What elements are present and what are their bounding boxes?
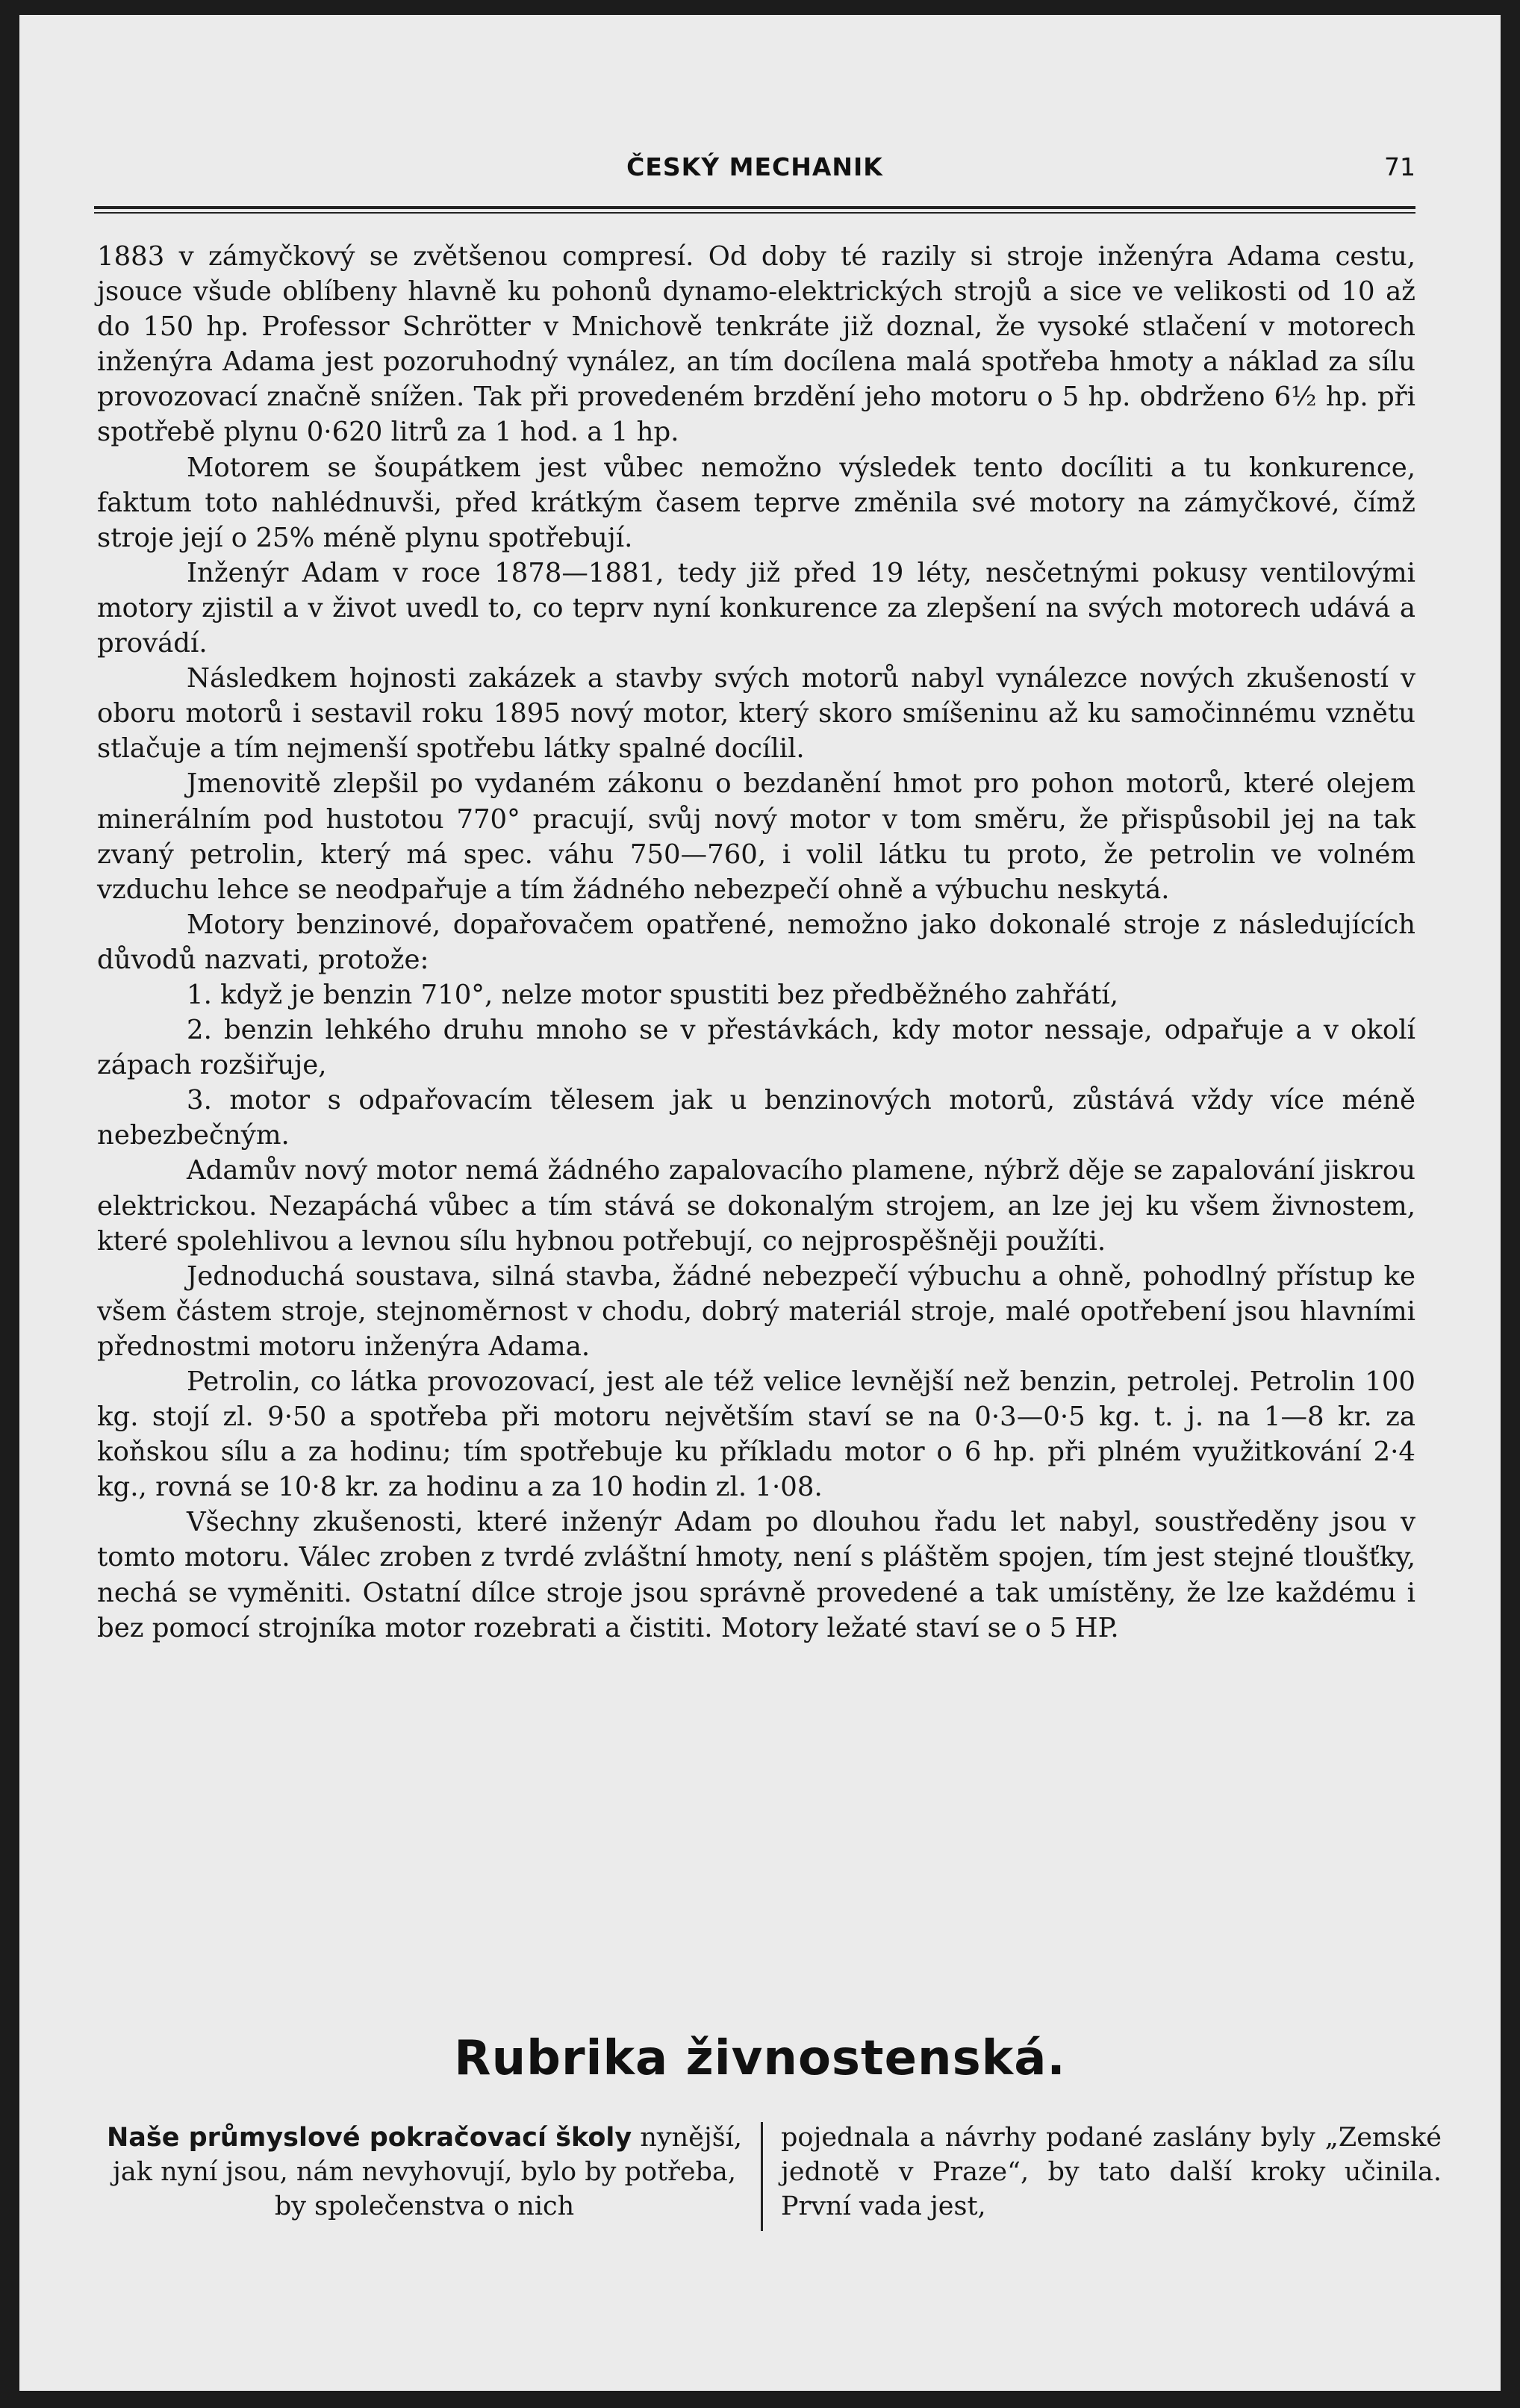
column-text: pojednala a návrhy podané zaslány byly „Zemské jednotě v Praze“, by tato další kroky učinila. První vada jest, <box>781 2123 1442 2221</box>
list-item: 3. motor s odpařovacím tělesem jak u benzinových motorů, zůstává vždy více méně nebezbečným. <box>97 1085 1415 1151</box>
column-lead: Naše průmyslové pokračovací školy <box>106 2123 632 2153</box>
paragraph: Adamův nový motor nemá žádného zapalovacího plamene, nýbrž děje se zapalování jiskrou elektrickou. Nezapáchá vůbec a tím stává se dokonalým strojem, an lze jej ku všem živnostem, které spolehlivou a levnou sílu hybnou potřebují, co nejprospěšněji použíti. <box>97 1155 1415 1257</box>
paragraph: Inženýr Adam v roce 1878—1881, tedy již před 19 léty, nesčetnými pokusy ventilovými motory zjistil a v život uvedl to, co teprv nyní konkurence za zlepšení na svých motorech udává a provádí. <box>97 557 1415 659</box>
header-rule-thin <box>94 212 1415 214</box>
right-column <box>781 2121 1442 2224</box>
paragraph: 1883 v zámyčkový se zvětšenou compresí. Od doby té razily si stroje inženýra Adama cestu, jsouce všude oblíbeny hlavně ku pohonů dynamo-elektrických strojů a sice ve velikosti od 10 až do 150 hp. Professor Schrötter v Mnichově tenkráte již doznal, že vysoké stlačení v motorech inženýra Adama jest pozoruhodný vynález, an tím docílena malá spotřeba hmoty a náklad za sílu provozovací značně snížen. Tak při provedeném brzdění jeho motoru o 5 hp. obdrženo 6½ hp. při spotřebě plynu 0·620 litrů za 1 hod. a 1 hp. <box>97 241 1415 448</box>
running-header <box>94 146 1415 191</box>
article-body <box>97 239 1415 1646</box>
paragraph: Všechny zkušenosti, které inženýr Adam po dlouhou řadu let nabyl, soustředěny jsou v tomto motoru. Válec zroben z tvrdé zvláštní hmoty, není s pláštěm spojen, tím jest stejné tloušťky, nechá se vyměniti. Ostatní dílce stroje jsou správně provedené a tak umístěny, že lze každému i bez pomocí strojníka motor rozebrati a čistiti. Motory ležaté staví se o 5 HP. <box>97 1507 1415 1643</box>
paragraph: Motorem se šoupátkem jest vůbec nemožno výsledek tento docíliti a tu konkurence, faktum toto nahlédnuvši, před krátkým časem teprve změnila své motory na zámyčkové, čímž stroje její o 25% méně plynu spotřebují. <box>97 452 1415 553</box>
list-item: 1. když je benzin 710°, nelze motor spustiti bez předběžného zahřátí, <box>187 979 1119 1010</box>
column-divider <box>761 2122 763 2231</box>
paragraph: Jednoduchá soustava, silná stavba, žádné nebezpečí výbuchu a ohně, pohodlný přístup ke všem částem stroje, stejnoměrnost v chodu, dobrý materiál stroje, malé opotřebení jsou hlavními přednostmi motoru inženýra Adama. <box>97 1260 1415 1362</box>
paragraph: Motory benzinové, dopařovačem opatřené, nemožno jako dokonalé stroje z následujících důvodů nazvati, protože: <box>97 909 1415 975</box>
paragraph: Petrolin, co látka provozovací, jest ale též velice levnější než benzin, petrolej. Petrolin 100 kg. stojí zl. 9·50 a spotřeba při motoru největším staví se na 0·3—0·5 kg. t. j. na 1—8 kr. za koňskou sílu a za hodinu; tím spotřebuje ku příkladu motor o 6 hp. při plném využitkování 2·4 kg., rovná se 10·8 kr. za hodinu a za 10 hodin zl. 1·08. <box>97 1366 1415 1503</box>
left-column <box>94 2121 755 2224</box>
list-item: 2. benzin lehkého druhu mnoho se v přestávkách, kdy motor nessaje, odpařuje a v okolí zápach rozšiřuje, <box>97 1015 1415 1081</box>
journal-title: ČESKÝ MECHANIK <box>626 152 883 181</box>
scanned-page <box>19 15 1501 2391</box>
paragraph: Následkem hojnosti zakázek a stavby svých motorů nabyl vynálezce nových zkušeností v oboru motorů i sestavil roku 1895 nový motor, který skoro smíšeninu až ku samočinnému vznětu stlačuje a tím nejmenší spotřebu látky spalné docílil. <box>97 663 1415 765</box>
paragraph: Jmenovitě zlepšil po vydaném zákonu o bezdanění hmot pro pohon motorů, které olejem minerálním pod hustotou 770° pracují, svůj nový motor v tom směru, že přispůsobil jej na tak zvaný petrolin, který má spec. váhu 750—760, i volil látku tu proto, že petrolin ve volném vzduchu lehce se neodpařuje a tím žádného nebezpečí ohně a výbuchu neskytá. <box>97 768 1415 905</box>
column-text: nynější, jak nyní jsou, nám nevyhovují, bylo by potřeba, by společenstva o nich <box>113 2123 743 2221</box>
page-number: 71 <box>1384 152 1415 181</box>
section-heading: Rubrika živnostenská. <box>454 2031 1066 2086</box>
header-rule-thick <box>94 206 1415 209</box>
